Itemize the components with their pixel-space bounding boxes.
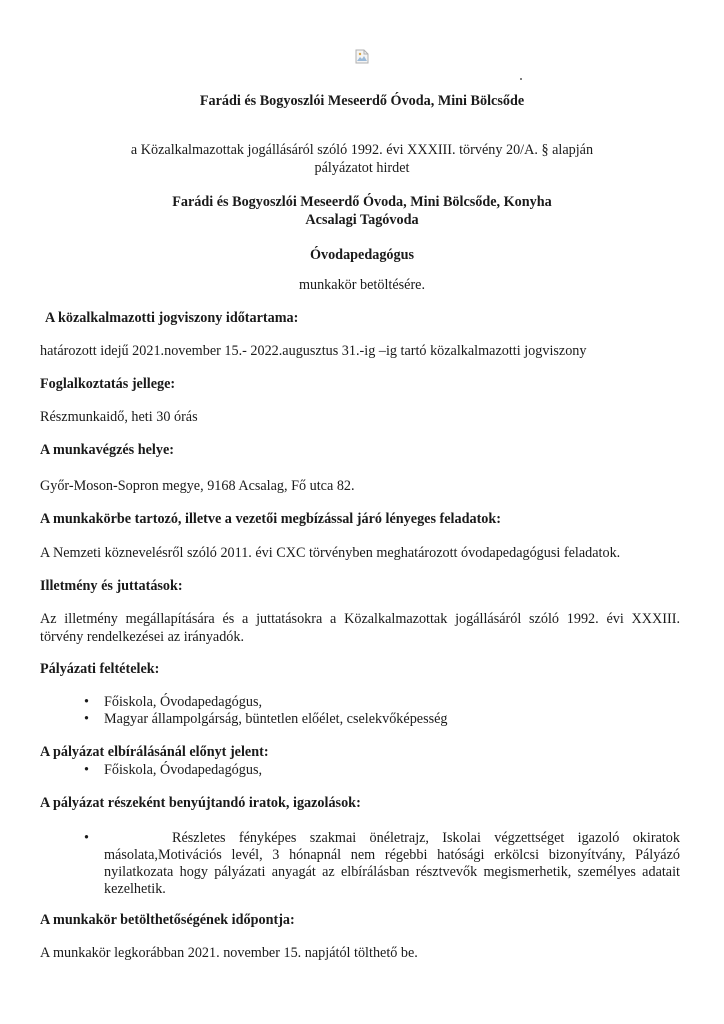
bullet-icon: • [84, 762, 89, 778]
bullet-icon: • [84, 711, 89, 727]
workplace-text: Győr-Moson-Sopron megye, 9168 Acsalag, Fő utca 82. [40, 478, 355, 494]
documents-line-2: másolata,Motivációs levél, 3 hónapnál nem régebbi hatósági erkölcsi bizonyítvány, Pályázó [104, 847, 680, 863]
advantage-item [84, 761, 262, 780]
employment-type-heading: Foglalkoztatás jellege: [40, 376, 176, 392]
documents-bullet [84, 829, 89, 848]
bullet-icon: • [84, 694, 89, 710]
condition-item-text: Magyar állampolgárság, büntetlen előélet, cselekvőképesség [104, 711, 448, 727]
position-title: Óvodapedagógus [309, 247, 415, 263]
salary-heading: Illetmény és juttatások: [40, 578, 183, 594]
advantage-heading: A pályázat elbírálásánál előnyt jelent: [40, 744, 269, 760]
bullet-icon: • [84, 830, 89, 846]
documents-line-3: nyilatkozata hogy pályázati anyagát az elbírálásban résztvevők megismerhetik, személyes adatait [104, 864, 680, 880]
employer-line-1: Farádi és Bogyoszlói Meseerdő Óvoda, Mini Bölcsőde, Konyha [172, 194, 552, 210]
intro-line-1: a Közalkalmazottak jogállásáról szóló 1992. évi XXXIII. törvény 20/A. § alapján [130, 142, 594, 158]
documents-line-4: kezelhetik. [104, 881, 166, 897]
workplace-heading: A munkavégzés helye: [40, 442, 174, 458]
salary-line-2: törvény rendelkezései az irányadók. [40, 629, 245, 645]
condition-item [84, 710, 448, 729]
broken-image-icon [355, 49, 369, 64]
intro-line-2: pályázatot hirdet [314, 160, 410, 176]
employment-type-text: Részmunkaidő, heti 30 órás [40, 409, 198, 425]
duties-heading: A munkakörbe tartozó, illetve a vezetői megbízással járó lényeges feladatok: [40, 511, 502, 527]
condition-item-text: Főiskola, Óvodapedagógus, [104, 694, 263, 710]
advantage-item-text: Főiskola, Óvodapedagógus, [104, 762, 263, 778]
documents-heading: A pályázat részeként benyújtandó iratok, igazolások: [40, 795, 361, 811]
duration-text: határozott idejű 2021.november 15.- 2022.augusztus 31.-ig –ig tartó közalkalmazotti jogviszony [40, 343, 587, 359]
duties-text: A Nemzeti köznevelésről szóló 2011. évi CXC törvényben meghatározott óvodapedagógusi feladatok. [40, 545, 621, 561]
conditions-heading: Pályázati feltételek: [40, 661, 160, 677]
duration-heading: A közalkalmazotti jogviszony időtartama: [45, 310, 299, 326]
position-suffix: munkakör betöltésére. [298, 277, 426, 293]
salary-line-1: Az illetmény megállapítására és a juttatásokra a Közalkalmazottak jogállásáról szóló 1992. évi XXXIII. [40, 611, 680, 627]
documents-line-1: Részletes fényképes szakmai önéletrajz, Iskolai végzettséget igazoló okiratok [172, 830, 680, 846]
stray-dot [520, 78, 522, 80]
employer-line-2: Acsalagi Tagóvoda [305, 212, 419, 228]
start-date-text: A munkakör legkorábban 2021. november 15. napjától tölthető be. [40, 945, 418, 961]
org-title: Farádi és Bogyoszlói Meseerdő Óvoda, Mini Bölcsőde [199, 93, 525, 109]
start-date-heading: A munkakör betölthetőségének időpontja: [40, 912, 295, 928]
